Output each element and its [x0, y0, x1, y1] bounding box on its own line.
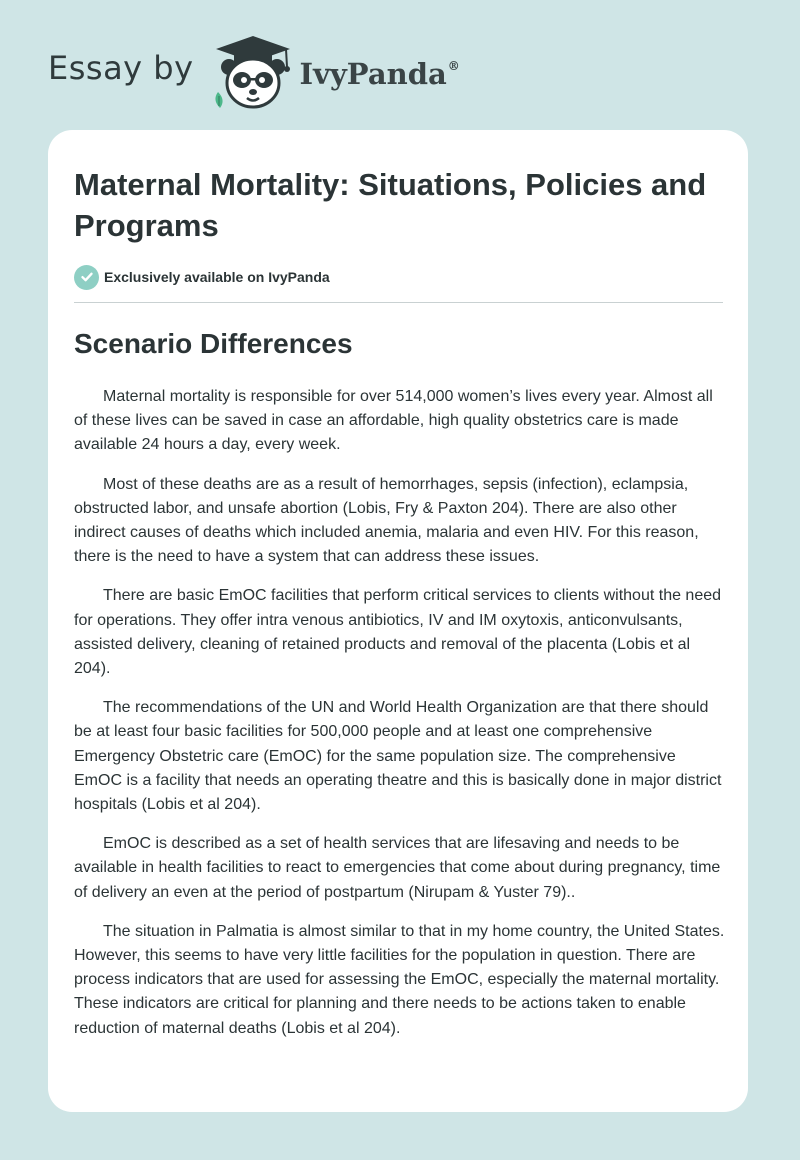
check-icon	[74, 265, 99, 290]
paragraph: Maternal mortality is responsible for over 514,000 women’s lives every year. Almost all of these lives can be saved in case an affordable, high quality obstetrics care is made available 24 hours a day, every week.	[74, 388, 713, 454]
paragraph: Most of these deaths are as a result of hemorrhages, sepsis (infection), eclampsia, obstructed labor, and unsafe abortion (Lobis, Fry & Paxton 204). There are also other indirect causes of deaths which included anemia, malaria and even HIV. For this reason, there is the need to have a system that can address these issues.	[74, 475, 699, 566]
article-body	[74, 385, 726, 1056]
essay-by-label: Essay by	[48, 49, 194, 87]
registered-mark: ®	[447, 59, 460, 73]
paragraph: EmOC is described as a set of health services that are lifesaving and needs to be available in health facilities to react to emergencies that come about during pregnancy, time of delivery an even at the period of postpartum (Nirupam & Yuster 79)..	[74, 835, 721, 901]
brand-name: IvyPanda®	[299, 57, 460, 91]
exclusive-label: Exclusively available on IvyPanda	[104, 269, 330, 285]
site-header	[48, 34, 460, 110]
exclusive-badge	[74, 264, 330, 290]
panda-graduate-icon	[208, 34, 298, 110]
article-card	[48, 130, 748, 1112]
paragraph: There are basic EmOC facilities that perform critical services to clients without the need for operations. They offer intra venous antibiotics, IV and IM oxytoxis, anticonvulsants, assisted delivery, cleaning of retained products and removal of the placenta (Lobis et al 204).	[74, 587, 722, 678]
article-title: Maternal Mortality: Situations, Policies and Programs	[74, 167, 707, 243]
paragraph: The recommendations of the UN and World Health Organization are that there should be at least four basic facilities for 500,000 people and at least one comprehensive Emergency Obstetric care (EmOC) for the same population size. The comprehensive EmOC is a facility that needs an operating theatre and this is basically done in major district hospitals (Lobis et al 204).	[74, 699, 722, 814]
section-heading: Scenario Differences	[74, 328, 353, 359]
title-divider	[74, 302, 723, 303]
paragraph: The situation in Palmatia is almost similar to that in my home country, the United States. However, this seems to have very little facilities for the population in question. There are process indicators that are used for assessing the EmOC, especially the maternal mortality. These indicators are critical for planning and there needs to be actions taken to enable reduction of maternal deaths (Lobis et al 204).	[74, 922, 725, 1037]
